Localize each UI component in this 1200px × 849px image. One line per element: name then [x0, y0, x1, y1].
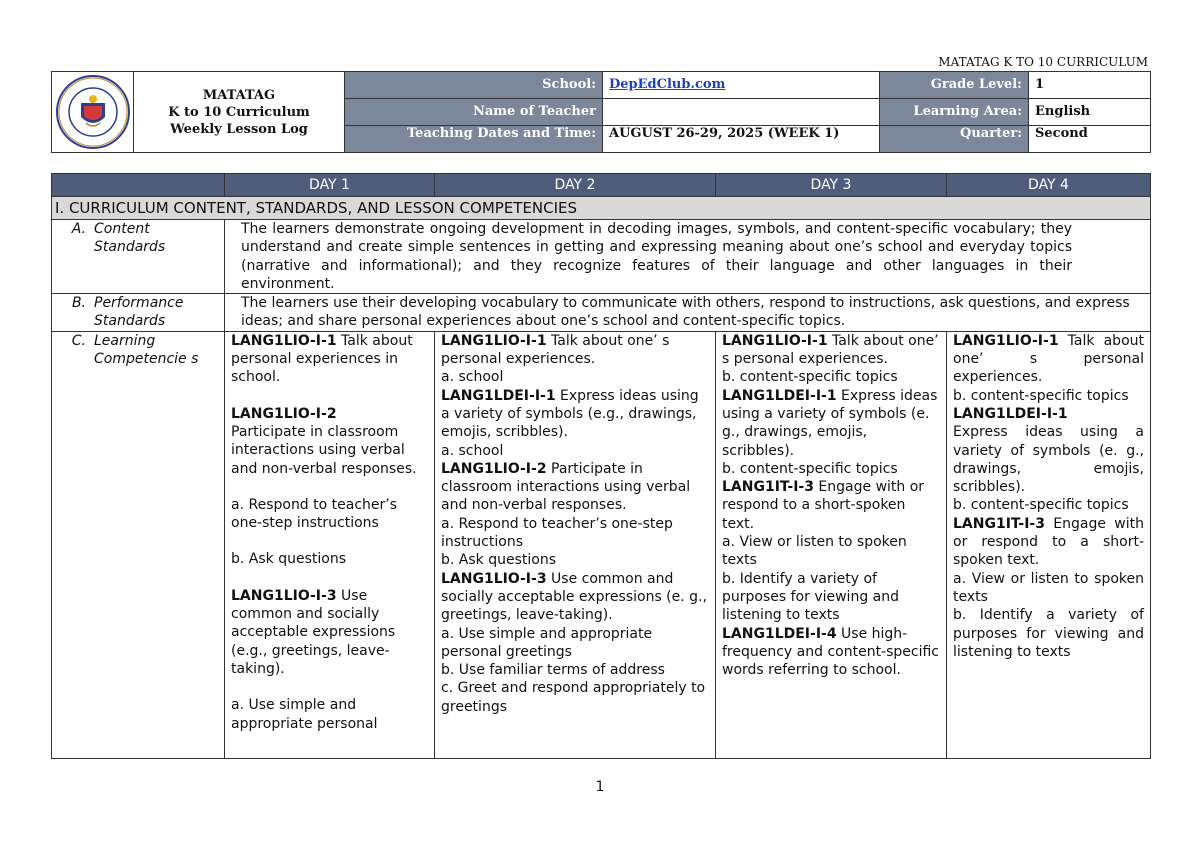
- day1-text-3: a. Respond to teacher’s one-step instructions: [231, 496, 398, 532]
- day-header-4: DAY 4: [947, 174, 1151, 197]
- day2-code-4: LANG1LIO-I-3: [441, 570, 547, 587]
- day4-text-1: Talk about one’ s personal experiences.: [953, 332, 1144, 386]
- school-value: [603, 72, 880, 99]
- day3-item-3: [722, 478, 940, 533]
- day2-text-9: a. Use simple and appropriate personal greetings: [441, 625, 653, 660]
- day3-code-4: LANG1LDEI-I-4: [722, 625, 837, 642]
- content-standards-text: The learners demonstrate ongoing development in decoding images, symbols, and content-specific vocabulary; they understand and create simple sentences in getting and expressing meaning about one’s school and everyday topics (narrative and informational); and they recognize features of their language and other languages in their environment.: [225, 220, 1151, 294]
- day4-item-3: [953, 515, 1144, 570]
- letter-b: B.: [71, 295, 86, 312]
- area-value: English: [1029, 98, 1151, 125]
- deped-seal-icon: [54, 73, 132, 151]
- performance-standards-label: [52, 294, 225, 332]
- quarter-value: Second: [1029, 125, 1151, 152]
- content-standards-label: [52, 220, 225, 294]
- title-line-3: Weekly Lesson Log: [170, 121, 308, 137]
- day3-item-4: [722, 625, 940, 680]
- day3-item-1: [722, 332, 940, 369]
- section-title: I. CURRICULUM CONTENT, STANDARDS, AND LESSON COMPETENCIES: [52, 197, 1151, 220]
- day3-text-2: b. content-specific topics: [722, 369, 898, 386]
- day3-text-7: b. Identify a variety of purposes for viewing and listening to texts: [722, 570, 899, 624]
- day1-text-2: Participate in classroom interactions using verbal and non-verbal responses.: [231, 423, 417, 477]
- dates-value: AUGUST 26-29, 2025 (WEEK 1): [603, 125, 880, 152]
- day2-item-2: [441, 387, 709, 442]
- day2-item-4: [441, 570, 709, 625]
- day1-competencies: [225, 331, 435, 758]
- grade-label: Grade Level:: [880, 72, 1029, 99]
- letter-c: C.: [71, 332, 86, 349]
- title-line-2: K to 10 Curriculum: [168, 104, 310, 120]
- performance-standards-text: The learners use their developing vocabulary to communicate with others, respond to instructions, ask questions, and express ideas; and share personal experiences about one’s school and content-specific topics.: [225, 294, 1151, 332]
- day2-code-2: LANG1LDEI-I-1: [441, 387, 556, 404]
- corner-header: [52, 174, 225, 197]
- day2-text-8: Use common and socially acceptable expressions (e. g., greetings, leave-taking).: [441, 570, 707, 624]
- day1-item-3: [231, 587, 428, 678]
- dates-label: Teaching Dates and Time:: [345, 125, 603, 152]
- day2-text-5: Participate in classroom interactions using verbal and non-verbal responses.: [441, 460, 691, 514]
- performance-standards-row: [52, 294, 1151, 332]
- day3-code-3: LANG1IT-I-3: [722, 479, 814, 496]
- area-label: Learning Area:: [880, 98, 1029, 125]
- logo-cell: [52, 72, 134, 153]
- title-line-1: MATATAG: [202, 87, 276, 103]
- day2-item-1: [441, 332, 709, 369]
- day2-text-2: a. school: [441, 369, 504, 386]
- teacher-value: [603, 98, 880, 125]
- grade-value: 1: [1029, 72, 1151, 99]
- day4-item-1: [953, 332, 1144, 387]
- content-label-text: Content Standards: [94, 221, 166, 256]
- day-header-1: DAY 1: [225, 174, 435, 197]
- letter-a: A.: [71, 221, 86, 237]
- day3-text-5: Engage with or respond to a short-spoken text.: [722, 479, 925, 532]
- competencies-label-text: Learning Competencie s: [94, 332, 199, 368]
- day-header-2: DAY 2: [435, 174, 716, 197]
- page-number: 1: [595, 779, 605, 795]
- day-header-3: DAY 3: [716, 174, 947, 197]
- log-title: [134, 72, 345, 153]
- day1-item-1: [231, 332, 428, 387]
- day3-text-4: b. content-specific topics: [722, 460, 898, 477]
- day3-item-2: [722, 387, 940, 460]
- day2-code-1: LANG1LIO-I-1: [441, 332, 547, 349]
- day3-text-6: a. View or listen to spoken texts: [722, 534, 907, 569]
- day4-text-2: b. content-specific topics: [953, 387, 1129, 404]
- day4-text-5: Engage with or respond to a short-spoken text.: [953, 515, 1144, 569]
- day1-code-3: LANG1LIO-I-3: [231, 587, 337, 604]
- day2-text-3: Express ideas using a variety of symbols (e.g., drawings, emojis, scribbles).: [441, 387, 699, 441]
- day2-code-3: LANG1LIO-I-2: [441, 460, 547, 477]
- day3-competencies: [716, 331, 947, 758]
- day4-text-3: Express ideas using a variety of symbols (e. g., drawings, emojis, scribbles).: [953, 424, 1144, 496]
- day4-competencies: [947, 331, 1151, 758]
- day2-competencies: [435, 331, 716, 758]
- competencies-label: [52, 331, 225, 758]
- day4-text-4: b. content-specific topics: [953, 497, 1129, 514]
- day1-text-4: b. Ask questions: [231, 551, 346, 568]
- day-header-row: [52, 174, 1151, 197]
- school-link[interactable]: DepEdClub.com: [609, 77, 726, 93]
- teacher-label: Name of Teacher: [345, 98, 603, 125]
- day4-text-7: b. Identify a variety of purposes for viewing and listening to texts: [953, 607, 1144, 660]
- day3-code-2: LANG1LDEI-I-1: [722, 387, 837, 404]
- day1-text-1: Talk about personal experiences in school.: [231, 332, 413, 386]
- day2-text-1: Talk about one’ s personal experiences.: [441, 332, 670, 368]
- performance-label-text: Performance Standards: [94, 295, 184, 330]
- curriculum-label: MATATAG K TO 10 CURRICULUM: [938, 55, 1148, 69]
- day1-text-6: a. Use simple and appropriate personal: [231, 697, 378, 732]
- day2-text-6: a. Respond to teacher’s one-step instructions: [441, 515, 673, 551]
- day3-text-3: Express ideas using a variety of symbols (e. g., drawings, emojis, scribbles).: [722, 387, 938, 459]
- day1-code-1: LANG1LIO-I-1: [231, 332, 337, 349]
- day1-text-5: Use common and socially acceptable expressions (e.g., greetings, leave-taking).: [231, 587, 396, 677]
- day4-code-2: LANG1LDEI-I-1: [953, 405, 1068, 422]
- day3-text-1: Talk about one’ s personal experiences.: [722, 332, 939, 368]
- header-table: [51, 71, 1151, 153]
- lesson-log-table: [51, 173, 1151, 759]
- day3-text-8: Use high-frequency and content-specific words referring to school.: [722, 625, 940, 679]
- day2-text-7: b. Ask questions: [441, 552, 556, 569]
- quarter-label: Quarter:: [880, 125, 1029, 152]
- content-standards-row: [52, 220, 1151, 294]
- day4-code-3: LANG1IT-I-3: [953, 515, 1045, 532]
- day2-item-3: [441, 460, 709, 515]
- day4-text-6: a. View or listen to spoken texts: [953, 570, 1144, 605]
- day2-text-4: a. school: [441, 442, 504, 459]
- day2-text-11: c. Greet and respond appropriately to greetings: [441, 680, 706, 715]
- competencies-row: [52, 331, 1151, 758]
- day4-code-1: LANG1LIO-I-1: [953, 332, 1059, 349]
- day1-code-2: LANG1LIO-I-2: [231, 405, 337, 422]
- school-label: School:: [345, 72, 603, 99]
- day2-text-10: b. Use familiar terms of address: [441, 662, 665, 679]
- day3-code-1: LANG1LIO-I-1: [722, 332, 828, 349]
